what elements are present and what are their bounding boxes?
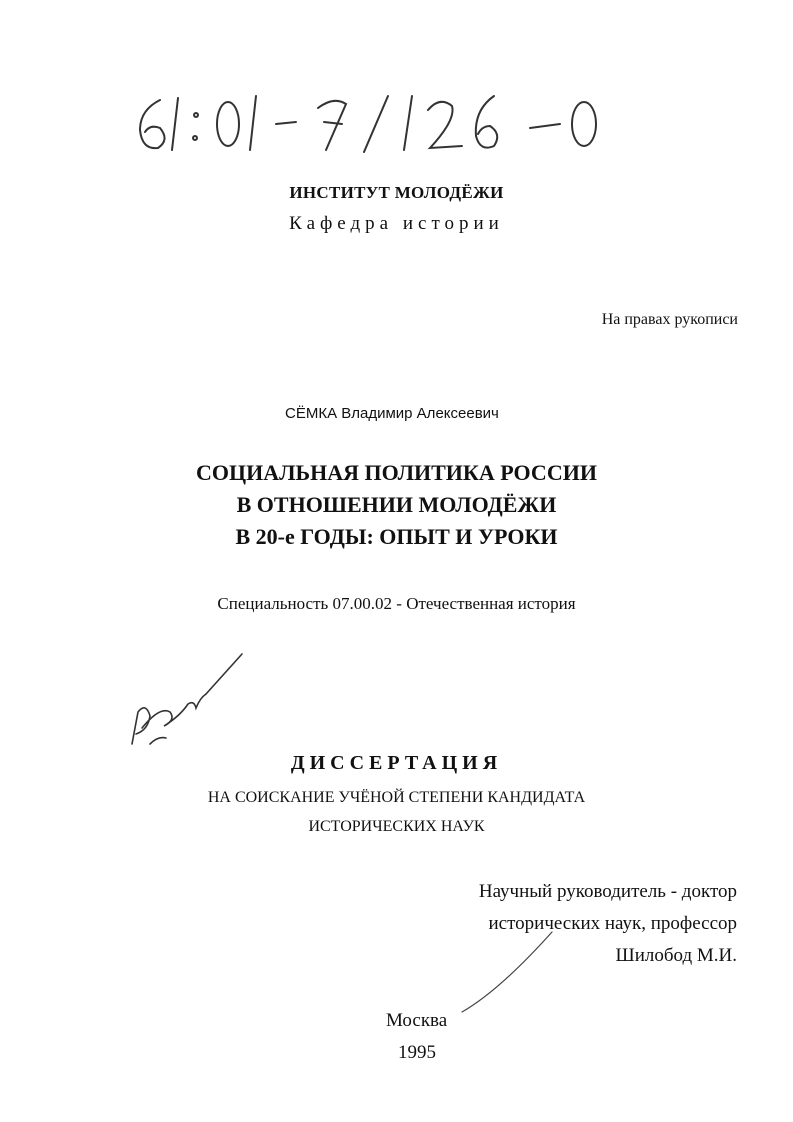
- supervisor-line-2: исторических наук, профессор: [488, 913, 737, 934]
- year: 1995: [398, 1042, 436, 1063]
- title-line-1: СОЦИАЛЬНАЯ ПОЛИТИКА РОССИИ: [196, 460, 597, 485]
- author-name: СЁМКА Владимир Алексеевич: [285, 405, 499, 422]
- city: Москва: [386, 1010, 448, 1031]
- document-type: ДИССЕРТАЦИЯ: [290, 752, 503, 774]
- supervisor-line-3: Шилобод М.И.: [615, 945, 737, 966]
- degree-line-2: ИСТОРИЧЕСКИХ НАУК: [308, 818, 485, 835]
- department-name: Кафедра истории: [289, 213, 504, 234]
- title-line-3: В 20-е ГОДЫ: ОПЫТ И УРОКИ: [235, 524, 558, 549]
- institution-name: ИНСТИТУТ МОЛОДЁЖИ: [289, 183, 504, 202]
- handwritten-archive-number: [0, 0, 793, 200]
- title-line-2: В ОТНОШЕНИИ МОЛОДЁЖИ: [236, 492, 557, 517]
- supervisor-line-1: Научный руководитель - доктор: [478, 881, 737, 902]
- manuscript-rights-note: На правах рукописи: [601, 311, 738, 328]
- specialty-line: Специальность 07.00.02 - Отечественная история: [217, 594, 576, 613]
- degree-line-1: НА СОИСКАНИЕ УЧЁНОЙ СТЕПЕНИ КАНДИДАТА: [207, 789, 586, 806]
